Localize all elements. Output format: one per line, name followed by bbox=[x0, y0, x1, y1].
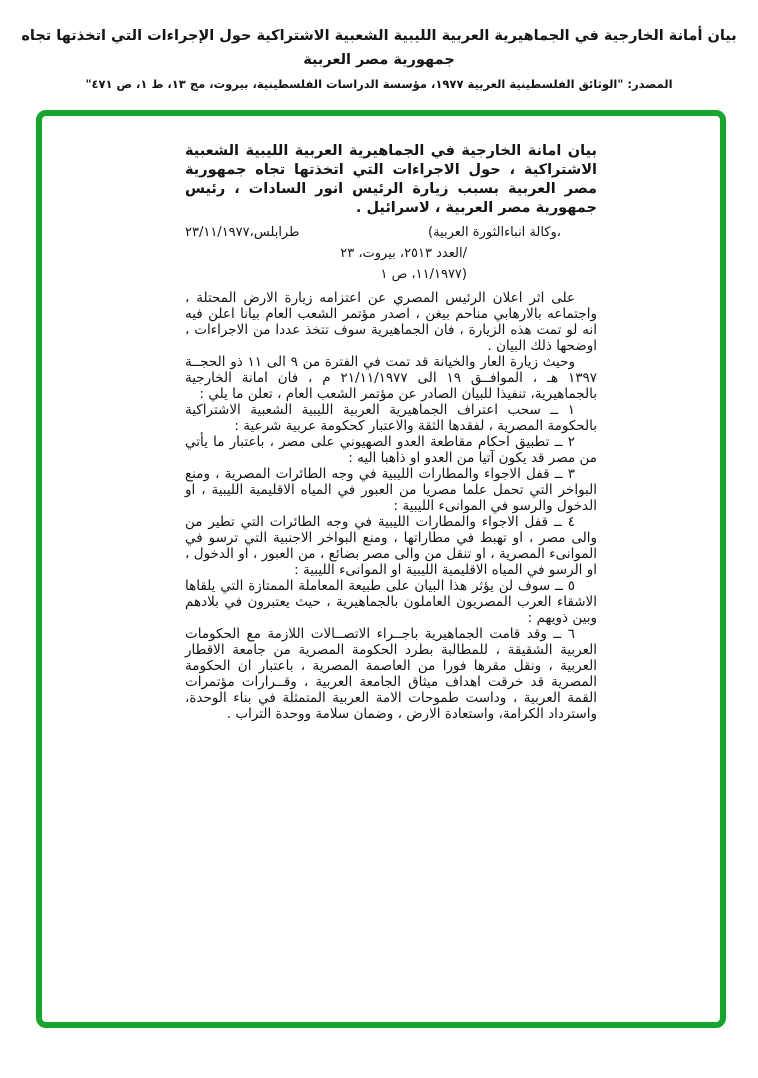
source-line-1: (وكالة انباءالثورة العربية، bbox=[428, 225, 561, 240]
body-paragraph-preamble: وحيث زيارة العار والخيانة قد تمت في الفترة من ٩ الى ١١ ذو الحجــة ١٣٩٧ هـ ، الموافــق ١٩ الى ٢١/١١/١٩٧٧ م ، فان امانة الخارجية بالجماهيرية، تنفيذا للبيان الصادر عن مؤتمر الشعب العام ، تعلن ما يلي : bbox=[185, 354, 597, 402]
document-header bbox=[0, 24, 758, 94]
dateline: طرابلس،٢٣/١١/١٩٧٧ bbox=[185, 225, 300, 240]
header-source-citation: المصدر: "الوثائق الفلسطينية العربية ١٩٧٧، مؤسسة الدراسات الفلسطينية، بيروت، مج ١٣، ط ١، ص ٤٧١" bbox=[85, 77, 673, 91]
body-item-1: ١ ــ سحب اعتراف الجماهيرية العربية الليبية الشعبية الاشتراكية بالحكومة المصرية ، لفقدها الثقة والاعتبار كحكومة عربية شرعية : bbox=[185, 402, 597, 434]
statement-title: بيان امانة الخارجية في الجماهيرية العربية الليبية الشعبية الاشتراكية ، حول الاجراءات التي اتخذتها تجاه جمهورية مصر العربية بسبب زيارة الرئيس انور السادات ، رئيس جمهورية مصر العربية ، لاسرائيل . bbox=[185, 143, 597, 216]
body-paragraph-intro: على اثر اعلان الرئيس المصري عن اعتزامه زيارة الارض المحتلة ، واجتماعه بالارهابي مناحم بيغن ، اصدر مؤتمر الشعب العام بيانا اعلن فيه انه لو تمت هذه الزيارة ، فان الجماهيرية سوف تتخذ عددا من الاجراءات ، اوضحها ذلك البيان . bbox=[185, 290, 597, 354]
source-line-3: ١١/١٩٧٧، ص ١) bbox=[380, 267, 467, 282]
body-item-4: ٤ ــ قفل الاجواء والمطارات الليبية في وجه الطائرات التي تطير من والى مصر ، او تهبط في مطاراتها ، ومنع البواخر الاجنبية التي ترسو في الموانىء المصرية ، او تنقل من والى مصر بضائع ، من العبور ، او الدخول ، او الرسو في المياه الاقليمية الليبية او الموانىء الليبية : bbox=[185, 514, 597, 578]
body-item-6: ٦ ــ وقد قامت الجماهيرية باجــراء الاتصــالات اللازمة مع الحكومات العربية الشقيقة ، للمطالبة بطرد الحكومة المصرية من جامعة الاقطار العربية ، ونقل مقرها فورا من العاصمة المصرية ، باعتبار ان الحكومة المصرية قد خرقت اهداف ميثاق الجامعة العربية ، وقــرارات مؤتمرات القمة العربية ، وداست طموحات الامة العربية المتمثلة في بناء الوحدة، واسترداد الكرامة، واستعادة الارض ، وضمان سلامة ووحدة التراب . bbox=[185, 626, 597, 722]
statement-body bbox=[185, 290, 597, 722]
source-line-2: العدد ٢٥١٣، بيروت، ٢٣/ bbox=[340, 246, 467, 261]
body-item-3: ٣ ــ قفل الاجواء والمطارات الليبية في وجه الطائرات المصرية ، ومنع البواخر التي تحمل علما مصريا من العبور في المياه الاقليمية الليبية ، او الدخول والرسو في الموانىء الليبية : bbox=[185, 466, 597, 514]
header-title: بيان أمانة الخارجية في الجماهيرية العربية الليبية الشعبية الاشتراكية حول الإجراءات التي اتخذتها تجاه جمهورية مصر العربية bbox=[21, 28, 737, 68]
green-frame bbox=[36, 110, 726, 1028]
body-item-5: ٥ ــ سوف لن يؤثر هذا البيان على طبيعة المعاملة الممتازة التي يلقاها الاشقاء العرب المصريون العاملون بالجماهيرية ، حيث يعتبرون في بلادهم وبين ذويهم : bbox=[185, 578, 597, 626]
dateline-row bbox=[185, 222, 597, 243]
text-column bbox=[185, 142, 597, 722]
citation-block bbox=[185, 222, 597, 285]
body-item-2: ٢ ــ تطبيق احكام مقاطعة العدو الصهيوني على مصر ، باعتبار ما يأتي من مصر قد يكون آتيا من العدو او ذاهبا اليه : bbox=[185, 434, 597, 466]
